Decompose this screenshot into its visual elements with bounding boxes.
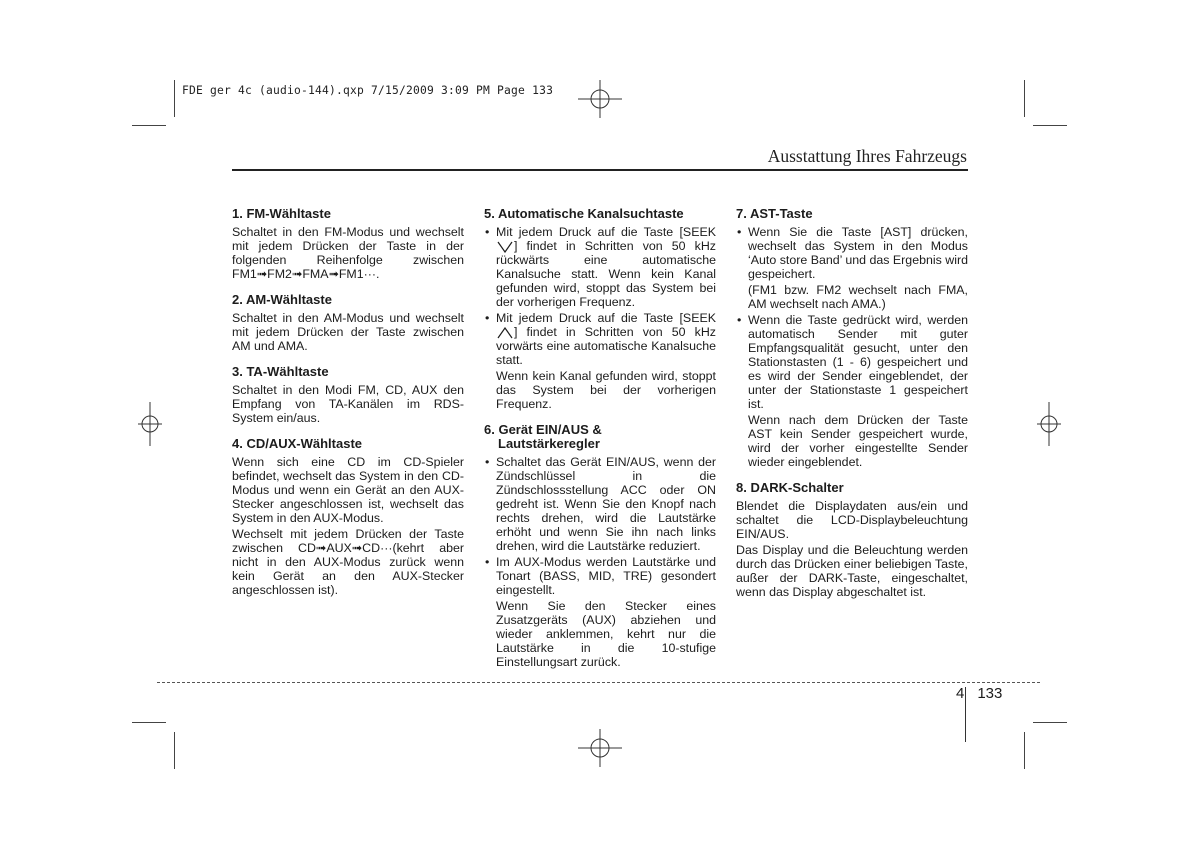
ast-continuation-2: Wenn nach dem Drücken der Taste AST kein Sender gespeichert wurde, wird der vorher eingestellte Sender wieder eingeblendet.: [748, 413, 968, 469]
page-number-value: 133: [977, 685, 1003, 702]
footer-dashed-rule: [157, 682, 1040, 683]
heading-fm-button: 1. FM-Wähltaste: [232, 206, 331, 221]
heading-am-button: 2. AM-Wähltaste: [232, 292, 332, 307]
list-item: • Wenn die Taste gedrückt wird, werden automatisch Sender mit guter Empfangsqualität gesucht, unter den Stationstasten (1 - 6) gespeichert und es wird der Sender eingeblendet, der unter der Stationstaste 1 gespeichert ist.: [736, 313, 968, 411]
chevron-down-icon: [497, 241, 513, 253]
list-item: [484, 225, 716, 309]
heading-dark-switch: 8. DARK-Schalter: [736, 480, 844, 495]
ast-list-2: [736, 313, 968, 411]
paragraph-cd-aux-2: Wechselt mit jedem Drücken der Taste zwischen CD➟AUX➟CD···(kehrt aber nicht in den AUX-Modus zurück wenn kein Gerät an den AUX-Stecker angeschlossen ist).: [232, 527, 464, 597]
crop-mark: [132, 722, 166, 723]
heading-ta-button: 3. TA-Wähltaste: [232, 364, 329, 379]
paragraph-dark-1: Blendet die Displaydaten aus/ein und schaltet die LCD-Displaybeleuchtung EIN/AUS.: [736, 499, 968, 541]
crosshair-icon: [578, 80, 622, 118]
seek-down-text-post: ] findet in Schritten von 50 kHz rückwärts eine automatische Kanalsuche statt. Wenn kein Kanal gefunden wird, stoppt das System bei der vorherigen Frequenz.: [496, 239, 716, 309]
column-2: [484, 207, 716, 671]
column-1: [232, 207, 464, 599]
seek-list: [484, 225, 716, 367]
crosshair-icon: [1037, 402, 1061, 446]
seek-up-text-pre: Mit jedem Druck auf die Taste [SEEK: [496, 311, 716, 325]
paragraph-am-button: Schaltet in den AM-Modus und wechselt mit jedem Drücken der Taste zwischen AM und AMA.: [232, 311, 464, 353]
chapter-number: 4: [956, 685, 965, 702]
seek-down-text-pre: Mit jedem Druck auf die Taste [SEEK: [496, 225, 716, 239]
heading-ast-button: 7. AST-Taste: [736, 206, 813, 221]
list-item: • Schaltet das Gerät EIN/AUS, wenn der Zündschlüssel in die Zündschlossstellung ACC oder ON gedreht ist. Wenn Sie den Knopf nach rechts drehen, wird die Lautstärke erhöht und wenn Sie ihn nach links drehen, wird die Lautstärke reduziert.: [484, 455, 716, 553]
paragraph-dark-2: Das Display und die Beleuchtung werden durch das Drücken einer beliebigen Taste, außer der DARK-Taste, eingeschaltet, wenn das Display abgeschaltet ist.: [736, 543, 968, 599]
paragraph-fm-button: Schaltet in den FM-Modus und wechselt mit jedem Drücken der Taste in der folgenden Reihenfolge zwischen FM1➟FM2➟FMA➟FM1···.: [232, 225, 464, 281]
list-item: • Im AUX-Modus werden Lautstärke und Tonart (BASS, MID, TRE) gesondert eingestellt.: [484, 555, 716, 597]
column-3: [736, 207, 968, 601]
crop-mark: [1033, 722, 1067, 723]
paragraph-ta-button: Schaltet in den Modi FM, CD, AUX den Empfang von TA-Kanälen im RDS-System ein/aus.: [232, 383, 464, 425]
aux-continuation: Wenn Sie den Stecker eines Zusatzgeräts (AUX) abziehen und wieder anklemmen, kehrt nur die Lautstärke in die 10-stufige Einstellungsart zurück.: [496, 599, 716, 669]
heading-cd-aux-button: 4. CD/AUX-Wähltaste: [232, 436, 363, 451]
crop-mark: [1024, 80, 1025, 117]
paragraph-cd-aux-1: Wenn sich eine CD im CD-Spieler befindet, wechselt das System in den CD-Modus und wenn ein Gerät an den AUX-Stecker angeschlossen ist, wechselt das System in den AUX-Modus.: [232, 455, 464, 525]
page-number-separator: [965, 687, 966, 742]
heading-seek-button: 5. Automatische Kanalsuchtaste: [484, 206, 684, 221]
power-volume-list: [484, 455, 716, 597]
heading-power-volume-line1: 6. Gerät EIN/AUS &: [484, 422, 602, 437]
header-rule: [232, 169, 968, 171]
list-item: • Wenn Sie die Taste [AST] drücken, wechselt das System in den Modus ‘Auto store Band’ und das Ergebnis wird gespeichert.: [736, 225, 968, 281]
seek-up-text-post: ] findet in Schritten von 50 kHz vorwärts eine automatische Kanalsuche statt.: [496, 325, 716, 367]
crosshair-icon: [578, 729, 622, 767]
page-number: [956, 685, 1002, 702]
list-item: [484, 311, 716, 367]
crop-mark: [174, 80, 175, 117]
crop-mark: [132, 125, 166, 126]
ast-list-1: [736, 225, 968, 281]
crop-mark: [174, 732, 175, 769]
crop-mark: [1033, 125, 1067, 126]
section-title: Ausstattung Ihres Fahrzeugs: [767, 146, 967, 166]
chevron-up-icon: [497, 327, 513, 339]
heading-power-volume-line2: Lautstärkeregler: [498, 436, 600, 451]
crosshair-icon: [138, 402, 162, 446]
seek-up-continuation: Wenn kein Kanal gefunden wird, stoppt das System bei der vorherigen Frequenz.: [496, 369, 716, 411]
ast-continuation-1: (FM1 bzw. FM2 wechselt nach FMA, AM wechselt nach AMA.): [748, 283, 968, 311]
print-info: FDE ger 4c (audio-144).qxp 7/15/2009 3:09 PM Page 133: [182, 84, 554, 97]
heading-power-volume: [484, 423, 716, 451]
crop-mark: [1024, 732, 1025, 769]
